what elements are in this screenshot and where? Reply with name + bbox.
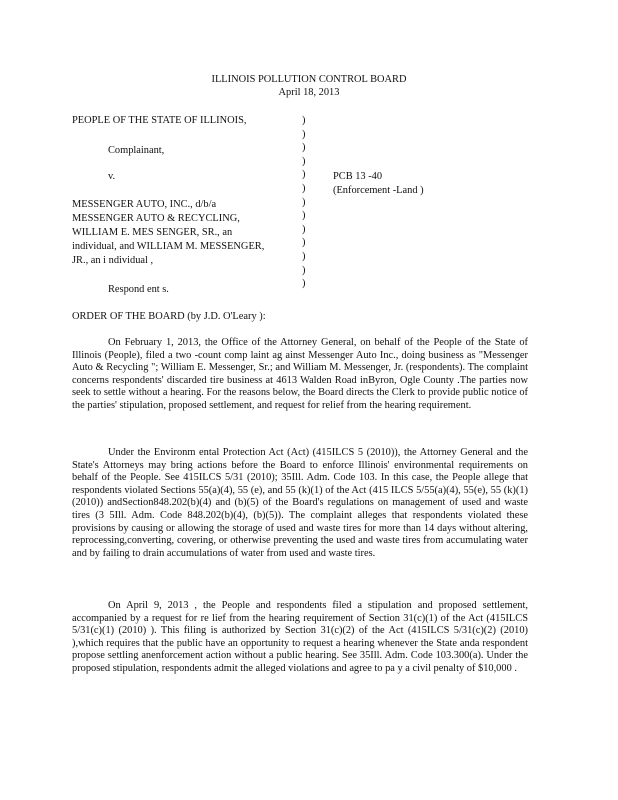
defendant-role: Respond ent s. bbox=[108, 284, 169, 295]
defendant-line-1: MESSENGER AUTO, INC., d/b/a bbox=[72, 199, 217, 210]
paragraph-1-block bbox=[72, 337, 528, 413]
order-date: April 18, 2013 bbox=[278, 87, 340, 98]
versus-label: v. bbox=[108, 171, 116, 182]
plaintiff-name: PEOPLE OF THE STATE OF ILLINOIS, bbox=[72, 115, 247, 126]
paragraph-2-block bbox=[72, 447, 528, 560]
body-paragraph: Under the Environm ental Protection Act (Act) (415ILCS 5 (2010)), the Attorney General and the State's Attorneys may bring actions before the Board to enforce Illinois' environmental requirements on behalf of the People. See 415ILCS 5/31 (2010); 35Ill. Adm. Code 103. In this case, the People allege that respondents violated Sections 55(a)(4), 55 (e), and 55 (k)(1) of the Act (415 ILCS 5/55(a)(4), 55(e), 55 (k)(1) (2010)) andSection848.202(b)(4) and (b)(5) of the Board's regulations on management of used and waste tires (3 5Ill. Adm. Code 848.202(b)(4), (b)(5)). The complaint alleges that respondents violated these provisions by causing or allowing the storage of used and waste tires for more than 14 days without altering, reprocessing,converting, covering, or otherwise preventing the used and waste tires from accumulating water and by failing to drain accumulations of water from used and waste tires. bbox=[72, 447, 528, 559]
paragraph-3-block bbox=[72, 600, 528, 676]
paren: ) bbox=[302, 115, 306, 126]
paren: ) bbox=[302, 237, 306, 249]
case-number: PCB 13 -40 bbox=[333, 171, 383, 182]
body-paragraph: On February 1, 2013, the Office of the Attorney General, on behalf of the People of the State of Illinois (People), filed a two -count comp laint ag ainst Messenger Auto Inc., doing business as "Messenger Auto & Recycling "; William E. Messenger, Sr.; and William M. Messenger, Jr. (respondents). The complaint concerns respondents' discarded tire business at 4613 Walden Road inByron, Ogle County .The parties now seek to settle without a hearing. For the reasons below, the Board directs the Clerk to provide public notice of the parties' stipulation, proposed settlement, and request for relief from the hearing requirement. bbox=[72, 337, 528, 411]
paren: ) bbox=[302, 264, 306, 276]
case-type: (Enforcement -Land ) bbox=[333, 185, 424, 196]
defendant-line-3: WILLIAM E. MES SENGER, SR., an bbox=[72, 227, 233, 238]
paren: ) bbox=[302, 182, 306, 194]
paren: ) bbox=[302, 210, 306, 222]
order-heading: ORDER OF THE BOARD (by J.D. O'Leary ): bbox=[72, 311, 266, 322]
paren: ) bbox=[302, 196, 306, 208]
plaintiff-role: Complainant, bbox=[108, 145, 165, 156]
defendant-line-2: MESSENGER AUTO & RECYCLING, bbox=[72, 213, 240, 224]
defendant-line-4: individual, and WILLIAM M. MESSENGER, bbox=[72, 241, 265, 252]
paren: ) bbox=[302, 169, 306, 181]
paren: ) bbox=[302, 142, 306, 154]
body-paragraph: On April 9, 2013 , the People and respondents filed a stipulation and proposed settlement, accompanied by a request for re lief from the hearing requirement of Section 31(c)(1) of the Act (415ILCS 5/31(c)(1) (2010) ). This filing is authorized by Section 31(c)(2) of the Act (415ILCS 5/31(c)(2) (2010) ),which requires that the public have an opportunity to request a hearing whenever the State anda respondent propose settling anenforcement action without a public hearing. See 35Ill. Adm. Code 103.300(a). Under the proposed stipulation, respondents admit the alleged violations and agree to pa y a civil penalty of $10,000 . bbox=[72, 600, 528, 674]
caption-parens bbox=[302, 114, 305, 291]
defendant-line-5: JR., an i ndividual , bbox=[72, 255, 154, 266]
paren: ) bbox=[302, 250, 306, 262]
paren: ) bbox=[302, 278, 306, 290]
paren: ) bbox=[302, 223, 306, 235]
board-title: ILLINOIS POLLUTION CONTROL BOARD bbox=[211, 74, 407, 85]
paren: ) bbox=[302, 155, 306, 167]
paren: ) bbox=[302, 128, 306, 140]
